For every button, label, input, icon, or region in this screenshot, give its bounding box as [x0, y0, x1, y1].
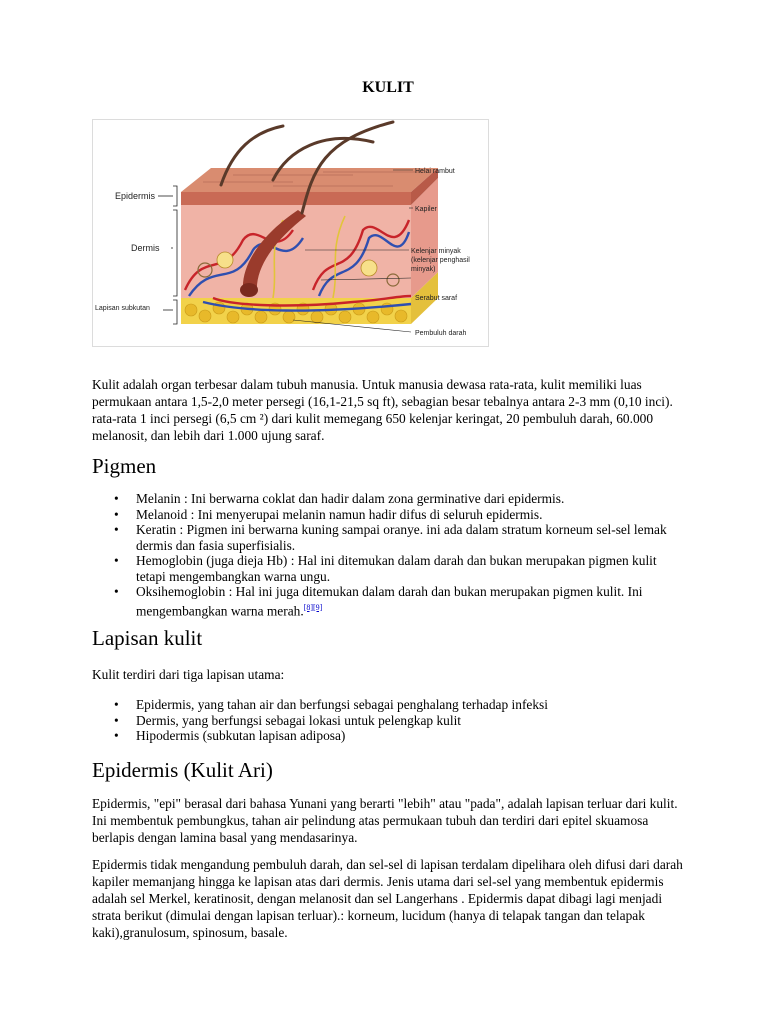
label-kapiler: Kapiler — [415, 206, 437, 213]
label-subkutan: Lapisan subkutan — [95, 305, 150, 312]
lapisan-list — [92, 697, 684, 744]
pigmen-list — [92, 491, 684, 618]
lapisan-intro: Kulit terdiri dari tiga lapisan utama: — [92, 667, 285, 682]
label-epidermis: Epidermis — [115, 191, 156, 201]
list-item: • Keratin : Pigmen ini berwarna kuning sampai oranye. ini ada dalam stratum korneum sel-sel lemak dermis dan fasia superfisialis. — [92, 522, 684, 553]
label-minyak: minyak) — [411, 266, 436, 273]
list-item: • Hemoglobin (juga dieja Hb) : Hal ini ditemukan dalam darah dan bukan merupakan pigmen kulit tetapi mengembangkan warna ungu. — [92, 553, 684, 584]
label-kelenjar-minyak: Kelenjar minyak — [411, 248, 461, 255]
list-item: • Epidermis, yang tahan air dan berfungsi sebagai penghalang terhadap infeksi — [92, 697, 684, 713]
skin-diagram — [92, 119, 489, 347]
heading-pigmen: Pigmen — [92, 454, 157, 478]
epidermis-paragraph-2: Epidermis tidak mengandung pembuluh darah, dan sel-sel di lapisan terdalam dipelihara oleh difusi dari darah kapiler memanjang hingga ke lapisan atas dari dermis. Jenis utama dari sel-sel yang membentuk epidermis adalah sel Merkel, keratinosit, dengan melanosit dan sel Langerhans . Epidermis dapat dibagi lagi menjadi strata berikut (dimulai dengan lapisan terluar).: korneum, lucidum (hanya di telapak tangan dan telapak kaki),granulosum, spinosum, basale. — [92, 857, 683, 940]
skin-cross-section-illustration — [93, 120, 488, 346]
label-helai-rambut: Helai rambut — [415, 168, 455, 175]
list-item-text: Oksihemoglobin : Hal ini juga ditemukan dalam darah dan bukan merupakan pigmen kulit. Ini mengembangkan warna merah. — [136, 584, 643, 618]
page-title: KULIT — [362, 79, 414, 96]
list-item — [92, 584, 684, 618]
reference-link[interactable]: [8][9] — [303, 602, 323, 612]
list-item: • Melanin : Ini berwarna coklat dan hadir dalam zona germinative dari epidermis. — [92, 491, 684, 507]
label-dermis: Dermis — [131, 243, 160, 253]
label-serabut-saraf: Serabut saraf — [415, 295, 458, 302]
list-item: • Dermis, yang berfungsi sebagai lokasi untuk pelengkap kulit — [92, 713, 684, 729]
heading-epidermis: Epidermis (Kulit Ari) — [92, 758, 273, 782]
heading-lapisan-kulit: Lapisan kulit — [92, 626, 203, 650]
epidermis-paragraph-1: Epidermis, "epi" berasal dari bahasa Yunani yang berarti "lebih" atau "pada", adalah lapisan terluar dari kulit. Ini membentuk pembungkus, tahan air pelindung atas permukaan tubuh dan terdiri dari epitel skuamosa berlapis dengan lamina basal yang mendasarinya. — [92, 796, 678, 845]
intro-paragraph: Kulit adalah organ terbesar dalam tubuh manusia. Untuk manusia dewasa rata-rata, kulit memiliki luas permukaan antara 1,5-2,0 meter persegi (16,1-21,5 sq ft), sebagian besar tebalnya antara 2-3 mm (0,10 inci). rata-rata 1 inci persegi (6,5 cm ²) dari kulit memegang 650 kelenjar keringat, 20 pembuluh darah, 60.000 melanosit, dan lebih dari 1.000 ujung saraf. — [92, 377, 673, 443]
list-item: • Hipodermis (subkutan lapisan adiposa) — [92, 728, 684, 744]
label-kelenjar-penghasil: (kelenjar penghasil — [411, 257, 470, 264]
label-pembuluh-darah: Pembuluh darah — [415, 330, 467, 337]
list-item: • Melanoid : Ini menyerupai melanin namun hadir difus di seluruh epidermis. — [92, 507, 684, 523]
